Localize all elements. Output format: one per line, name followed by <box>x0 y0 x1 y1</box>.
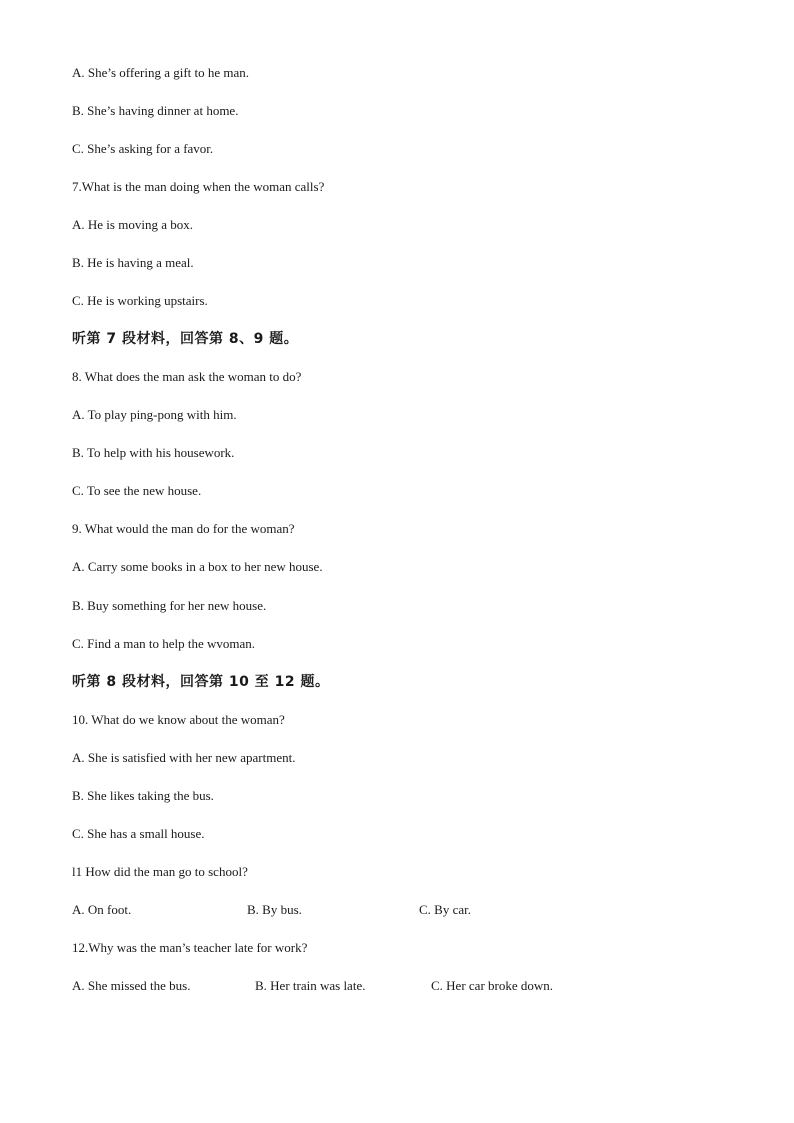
q7-option-c: C. He is working upstairs. <box>72 293 208 308</box>
q8-option-c: C. To see the new house. <box>72 483 202 498</box>
q9-question: 9. What would the man do for the woman? <box>72 521 295 536</box>
q11-option-a: A. On foot. <box>72 902 132 917</box>
q12-option-a: A. She missed the bus. <box>72 978 191 993</box>
q6-option-c: C. She’s asking for a favor. <box>72 141 214 156</box>
q10-option-c: C. She has a small house. <box>72 826 205 841</box>
q6-option-a: A. She’s offering a gift to he man. <box>72 65 250 80</box>
q8-option-b: B. To help with his housework. <box>72 445 235 460</box>
q9-option-c: C. Find a man to help the wvoman. <box>72 636 256 651</box>
q11-question: l1 How did the man go to school? <box>72 864 248 879</box>
q8-option-a: A. To play ping-pong with him. <box>72 407 237 422</box>
q7-question: 7.What is the man doing when the woman calls? <box>72 179 325 194</box>
section-8-heading: 听第 8 段材料，回答第 10 至 12 题。 <box>72 674 330 690</box>
section-7-heading: 听第 7 段材料，回答第 8、9 题。 <box>72 331 299 347</box>
q7-option-a: A. He is moving a box. <box>72 217 193 232</box>
q12-option-c: C. Her car broke down. <box>431 978 554 993</box>
q9-option-b: B. Buy something for her new house. <box>72 598 267 613</box>
q7-option-b: B. He is having a meal. <box>72 255 194 270</box>
q11-option-b: B. By bus. <box>247 902 302 917</box>
q6-option-b: B. She’s having dinner at home. <box>72 103 239 118</box>
q12-question: 12.Why was the man’s teacher late for work? <box>72 940 308 955</box>
q10-option-b: B. She likes taking the bus. <box>72 788 214 803</box>
q12-option-b: B. Her train was late. <box>255 978 366 993</box>
q9-option-a: A. Carry some books in a box to her new house. <box>72 559 323 574</box>
q10-option-a: A. She is satisfied with her new apartment. <box>72 750 296 765</box>
q11-option-c: C. By car. <box>419 902 471 917</box>
q10-question: 10. What do we know about the woman? <box>72 712 285 727</box>
q8-question: 8. What does the man ask the woman to do? <box>72 369 302 384</box>
